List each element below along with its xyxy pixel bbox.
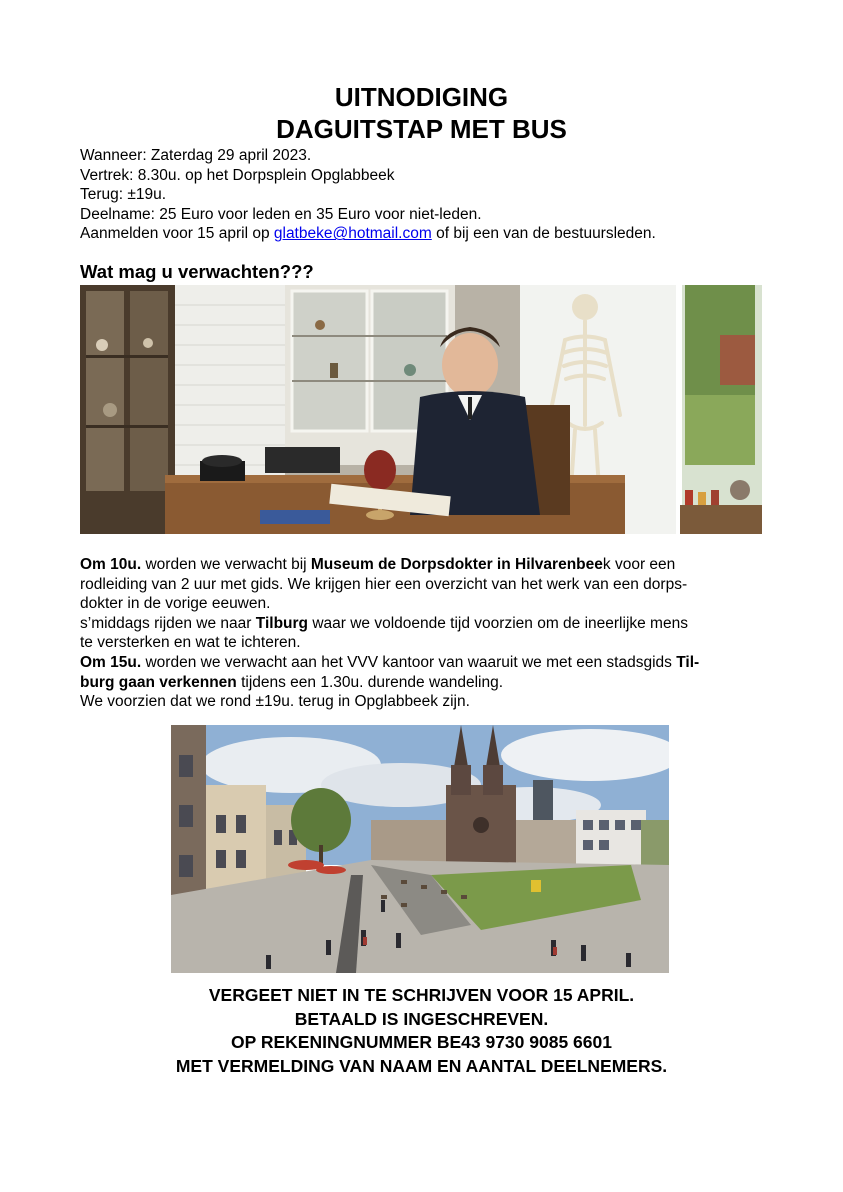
- info-return: Terug: ±19u.: [80, 186, 167, 204]
- closing-line-3: OP REKENINGNUMMER BE43 9730 9085 6601: [231, 1032, 612, 1052]
- info-when: Wanneer: Zaterdag 29 april 2023.: [80, 147, 312, 164]
- trip-info: [80, 146, 770, 244]
- program-line: [80, 673, 762, 693]
- program-line: We voorzien dat we rond ±19u. terug in Opglabbeek zijn.: [80, 693, 470, 711]
- info-register: [80, 224, 770, 244]
- time-10: Om 10u.: [80, 556, 142, 573]
- closing-line-4: MET VERMELDING VAN NAAM EN AANTAL DEELNEMERS.: [175, 1055, 668, 1076]
- city-name: Tilburg: [255, 614, 309, 632]
- program-span: s’middags rijden we naar: [80, 614, 256, 632]
- program-line: [80, 653, 762, 673]
- tilburg-square-photo: [171, 725, 669, 973]
- section-heading: Wat mag u verwachten???: [80, 261, 314, 282]
- closing-line-1: VERGEET NIET IN TE SCHRIJVEN VOOR 15 APRIL.: [208, 985, 635, 1005]
- info-fee: Deelname: 25 Euro voor leden en 35 Euro voor niet-leden.: [80, 205, 482, 223]
- time-15: Om 15u.: [80, 653, 142, 671]
- museum-name: Museum de Dorpsdokter in Hilvarenbee: [310, 556, 603, 573]
- program-span: waar we voldoende tijd voorzien om de ineerlijke mens: [308, 614, 688, 632]
- register-suffix: of bij een van de bestuursleden.: [431, 225, 656, 243]
- tour-name-part2: burg gaan verkennen: [80, 673, 237, 691]
- program-line: rodleiding van 2 uur met gids. We krijgen hier een overzicht van het werk van een dorps-: [80, 575, 688, 593]
- program-line: dokter in de vorige eeuwen.: [80, 595, 271, 613]
- program-text: [80, 555, 762, 712]
- program-span: worden we verwacht bij: [141, 556, 311, 573]
- tour-name-part1: Til-: [676, 653, 700, 671]
- closing-line-2: BETAALD IS INGESCHREVEN.: [294, 1008, 549, 1029]
- register-prefix: Aanmelden voor 15 april op: [80, 225, 274, 243]
- page-title: UITNODIGING: [334, 82, 509, 112]
- page-subtitle: DAGUITSTAP MET BUS: [276, 114, 567, 144]
- program-line: [80, 555, 762, 575]
- program-line: [80, 614, 762, 634]
- program-line: te versterken en wat te ichteren.: [80, 634, 301, 652]
- email-link[interactable]: glatbeke@hotmail.com: [273, 225, 432, 243]
- info-departure: Vertrek: 8.30u. op het Dorpsplein Opglabbeek: [80, 166, 395, 184]
- museum-photo: [80, 285, 762, 534]
- program-span: tijdens een 1.30u. durende wandeling.: [236, 673, 504, 691]
- program-span: k voor een: [602, 556, 676, 573]
- program-span: worden we verwacht aan het VVV kantoor van waaruit we met een stadsgids: [141, 653, 677, 671]
- closing-notice: [0, 984, 843, 1078]
